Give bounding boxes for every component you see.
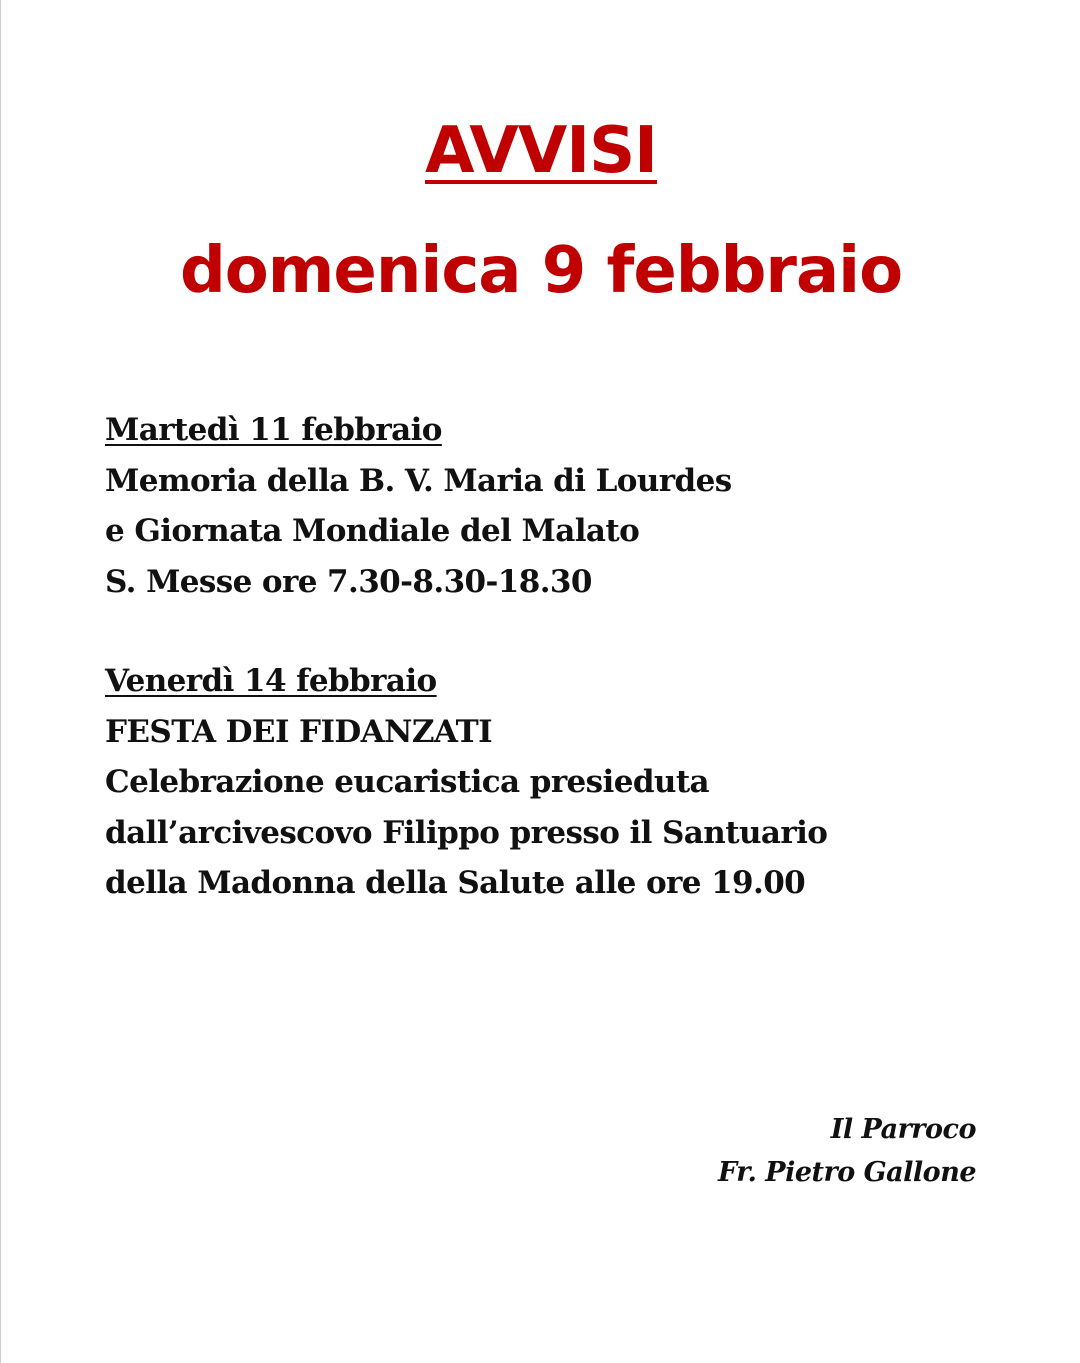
signature-role: Il Parroco	[830, 1114, 976, 1145]
notice-block-friday	[105, 656, 1005, 909]
notice-date: Venerdì 14 febbraio	[105, 663, 437, 699]
notice-line: Celebrazione eucaristica presieduta	[105, 764, 710, 800]
notice-block-tuesday	[105, 405, 1005, 607]
notice-line: della Madonna della Salute alle ore 19.00	[105, 865, 806, 901]
notice-line: FESTA DEI FIDANZATI	[105, 713, 492, 750]
signature-block	[718, 1108, 976, 1194]
notice-date: Martedì 11 febbraio	[105, 412, 442, 448]
notice-line: S. Messe ore 7.30-8.30-18.30	[105, 563, 592, 600]
page-subtitle-date: domenica 9 febbraio	[179, 234, 903, 308]
notice-line: e Giornata Mondiale del Malato	[105, 513, 640, 549]
notice-line: dall’arcivescovo Filippo presso il Santuario	[105, 814, 828, 851]
page-title: AVVISI	[425, 114, 657, 188]
notice-line: Memoria della B. V. Maria di Lourdes	[105, 462, 732, 499]
signature-name: Fr. Pietro Gallone	[718, 1157, 976, 1188]
